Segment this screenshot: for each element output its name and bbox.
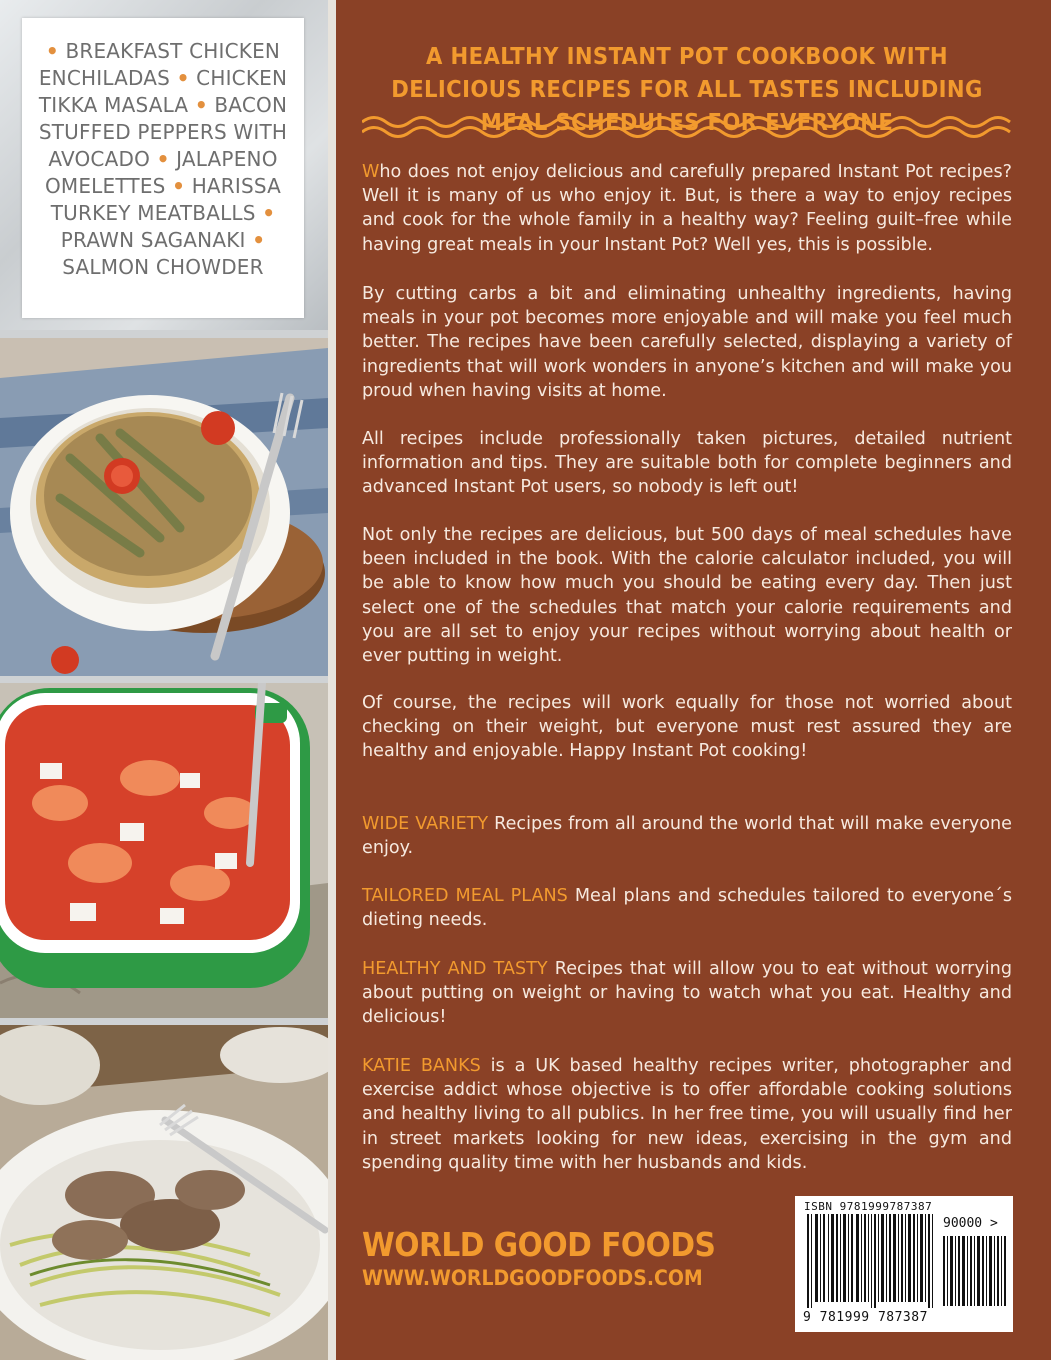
schedules-paragraph: Not only the recipes are delicious, but 500 days of meal schedules have been included in the book. With the calorie calculator included, you will be able to know how much you should be eating every day. Then just select one of the schedules that match your calorie requirements and you are all set to enjoy your recipes without worrying about health or ever putting in weight.: [362, 525, 1012, 667]
closing-paragraph: Of course, the recipes will work equally for those not worried about checking on their weight, but everyone must rest assured they are healthy and enjoyable. Happy Instant Pot cooking!: [362, 693, 1012, 762]
feature-label: HEALTHY AND TASTY: [362, 959, 548, 979]
publisher-url[interactable]: WWW.WORLDGOODFOODS.COM: [362, 1266, 703, 1290]
dish-item: BACON STUFFED PEPPERS WITH AVOCADO: [38, 93, 288, 171]
feature-text: Meal plans and schedules tailored to everyone´s dieting needs.: [362, 886, 1013, 931]
dish-item: BREAKFAST CHICKEN ENCHILADAS: [38, 39, 281, 90]
feature-label: TAILORED MEAL PLANS: [362, 886, 568, 906]
isbn-label: ISBN 9781999787387: [804, 1200, 933, 1213]
intro-paragraph-text: ho does not enjoy delicious and carefully prepared Instant Pot recipes? Well it is many of us who enjoy it. But, is there a way to enjoy recipes and cook for the whole family in a healthy way? Feeling guilt–free while having great meals in your Instant Pot? Well yes, this is possible.: [362, 162, 1012, 255]
bullet-icon: •: [176, 66, 190, 90]
feature-tailored-meal-plans: [362, 884, 1012, 932]
headline: A HEALTHY INSTANT POT COOKBOOK WITH DELICIOUS RECIPES FOR ALL TASTES INCLUDING MEAL SCHEDULES FOR EVERYONE: [391, 42, 983, 136]
author-bio-text: is a UK based healthy recipes writer, photographer and exercise addict whose objective is to offer affordable cooking solutions and healthy living to all publics. In her free time, you will usually find her in street markets looking for new ideas, exercising in the gym and spending quality time with her husbands and kids.: [362, 1056, 1012, 1173]
dish-list-card: [22, 18, 304, 318]
feature-text: Recipes from all around the world that will make everyone enjoy.: [362, 814, 1012, 859]
carbs-paragraph: By cutting carbs a bit and eliminating unhealthy ingredients, having meals in your pot becomes more enjoyable and will make you feel much better. The recipes have been carefully selected, displaying a variety of ingredients that will work wonders in anyone’s kitchen and will make you proud when having visits at home.: [362, 284, 1012, 401]
publisher-name: WORLD GOOD FOODS: [362, 1225, 716, 1264]
wave-divider-icon: [362, 113, 1012, 139]
bullet-icon: •: [172, 174, 186, 198]
feature-label: WIDE VARIETY: [362, 814, 489, 834]
dish-item: SALMON CHOWDER: [62, 255, 264, 279]
prawn-saganaki-photo: [0, 683, 328, 1018]
feature-text: Recipes that will allow you to eat without worrying about putting on weight or having to watch what you eat. Healthy and delicious!: [362, 959, 1012, 1028]
dish-item: CHICKEN TIKKA MASALA: [38, 66, 288, 117]
isbn-digits: 9 781999 787387: [803, 1310, 928, 1325]
barcode: [795, 1196, 1013, 1332]
bullet-icon: •: [252, 228, 266, 252]
dish-item: HARISSA TURKEY MEATBALLS: [50, 174, 282, 225]
dish-list: [34, 38, 292, 281]
dish-item: PRAWN SAGANAKI: [60, 228, 246, 252]
author-bio: [362, 1054, 1012, 1175]
bullet-icon: •: [262, 201, 276, 225]
intro-paragraph: [362, 160, 1012, 257]
price-code: 90000 >: [943, 1216, 998, 1231]
pictures-paragraph: All recipes include professionally taken pictures, detailed nutrient information and tips. They are suitable both for complete beginners and advanced Instant Pot users, so nobody is left out!: [362, 429, 1012, 498]
feature-healthy-and-tasty: [362, 957, 1012, 1030]
chicken-zucchini-photo: [0, 1025, 328, 1360]
bullet-icon: •: [45, 39, 59, 63]
dish-item: JALAPENO OMELETTES: [44, 147, 278, 198]
left-column: [0, 0, 328, 1360]
dropcap: W: [362, 162, 380, 182]
author-name: KATIE BANKS: [362, 1056, 481, 1076]
feature-wide-variety: [362, 812, 1012, 860]
spine-gutter: [328, 0, 336, 1360]
omelette-photo: [0, 338, 328, 676]
barcode-bars-icon: [801, 1214, 1011, 1310]
bullet-icon: •: [156, 147, 170, 171]
bullet-icon: •: [194, 93, 208, 117]
